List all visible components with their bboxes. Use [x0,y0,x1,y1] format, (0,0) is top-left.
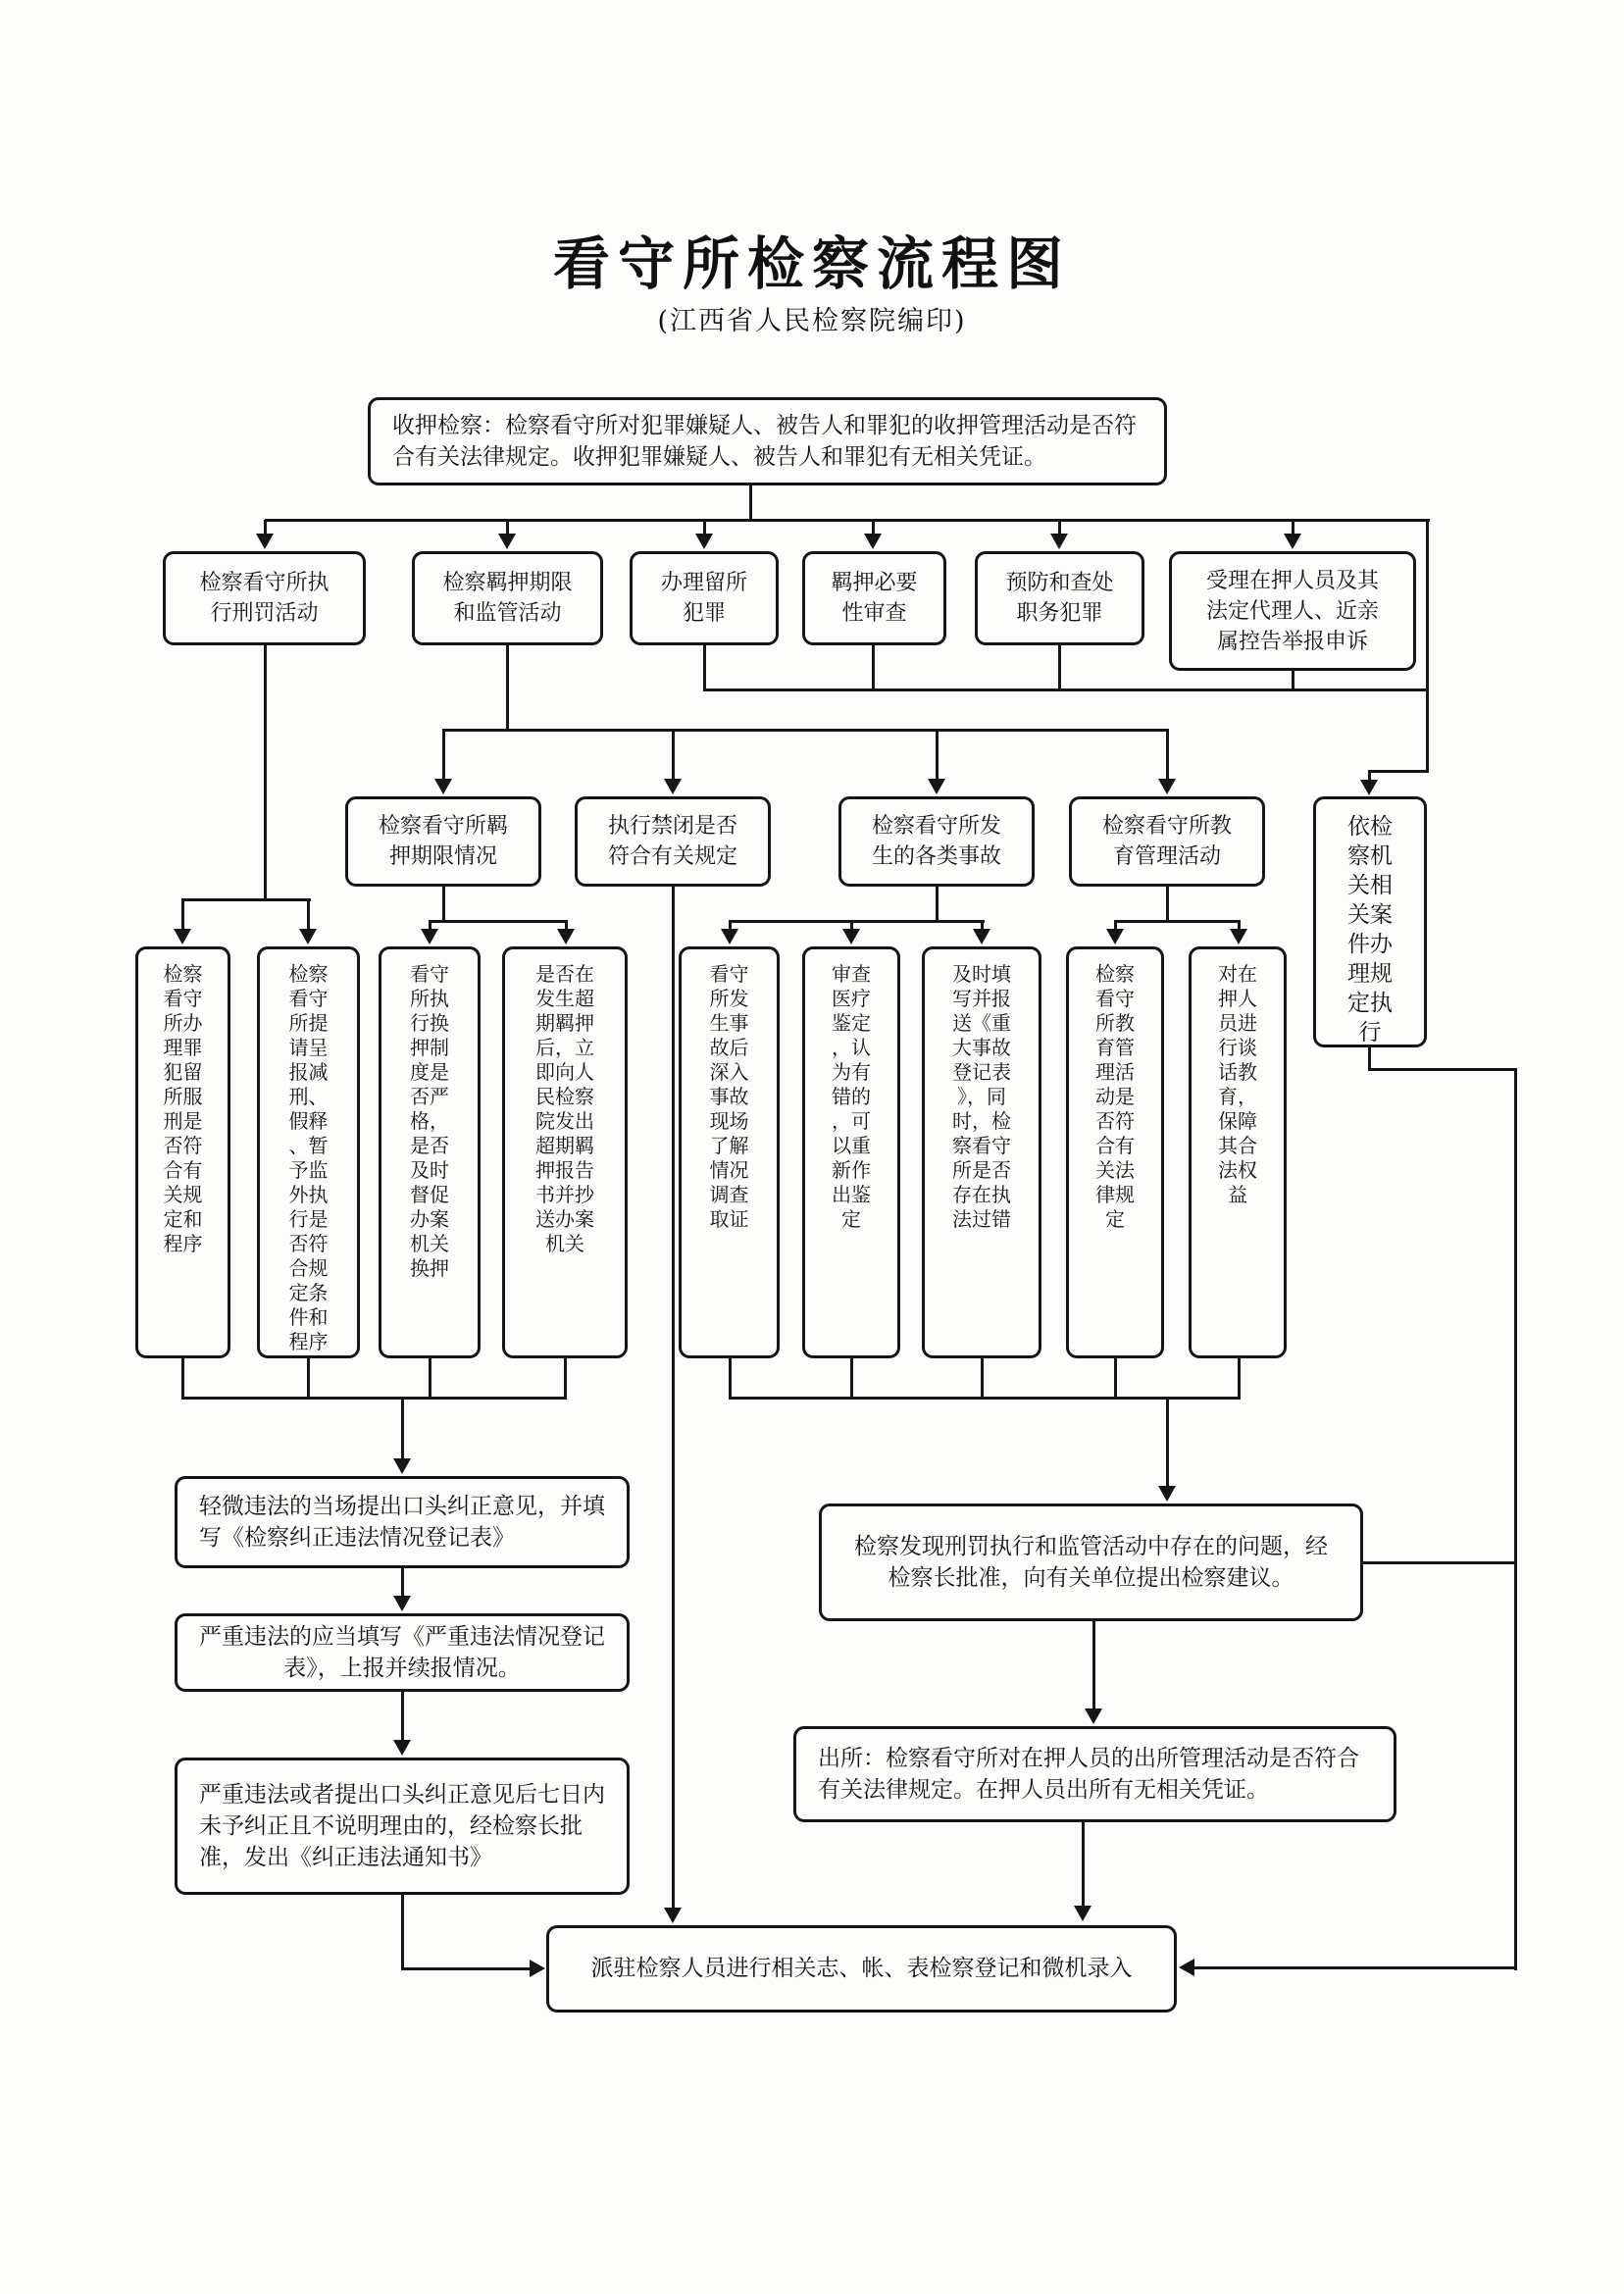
connector-line [429,1356,431,1400]
page-title: 看守所检察流程图 [552,230,1071,297]
arrowhead-icon [695,534,713,549]
connector-line [703,688,1429,691]
arrowhead-icon [1360,780,1378,795]
node-commutation-parole: 检察看守所提请呈报减刑、假释、暂予监外执行是否符合规定条件和程序 [257,946,360,1358]
connector-line [401,1397,404,1463]
node-per-case-handling-rules: 依检察机关相关案件办理规定执行 [1313,796,1427,1047]
connector-line [850,1356,853,1400]
node-accidents: 检察看守所发生的各类事故 [838,796,1035,887]
connector-line [729,920,985,923]
connector-line [1092,1621,1095,1711]
node-admission-inspection: 收押检察：检察看守所对犯罪嫌疑人、被告人和罪犯的收押管理活动是否符合有关法律规定。收押犯罪嫌疑人、被告人和罪犯有无相关凭证。 [368,397,1167,485]
arrowhead-icon [256,534,274,549]
connector-line [401,1692,404,1746]
connector-line [181,1397,567,1400]
connector-line [703,643,706,691]
connector-line [442,729,1169,732]
node-procuratorial-suggestion: 检察发现刑罚执行和监管活动中存在的问题，经检察长批准，向有关单位提出检察建议。 [819,1504,1363,1621]
node-stationed-prosecutor-registration: 派驻检察人员进行相关志、帐、表检察登记和微机录入 [546,1925,1177,2013]
connector-line [872,643,875,691]
connector-line [672,729,675,783]
arrowhead-icon [299,929,317,944]
connector-line [442,729,445,783]
connector-line [981,1356,984,1400]
connector-line [936,885,939,922]
arrowhead-icon [498,534,516,549]
arrowhead-icon [1284,534,1301,549]
arrowhead-icon [393,1596,411,1611]
connector-line [1114,920,1241,923]
connector-line [181,898,184,932]
node-complaints-appeals: 受理在押人员及其法定代理人、近亲属控告举报申诉 [1169,551,1416,671]
connector-line [506,643,509,732]
connector-line [729,1356,732,1400]
arrowhead-icon [1179,1959,1194,1976]
arrowhead-icon [174,929,191,944]
connector-line [1238,1356,1241,1400]
page-subtitle: (江西省人民检察院编印) [657,306,967,336]
arrowhead-icon [1106,929,1124,944]
arrowhead-icon [721,929,738,944]
connector-line [936,729,939,783]
connector-line [429,920,568,923]
node-release-inspection: 出所：检察看守所对在押人员的出所管理活动是否符合有关法律规定。在押人员出所有无相关凭证。 [793,1726,1396,1822]
arrowhead-icon [864,534,882,549]
connector-line [265,519,1430,522]
node-custody-transfer-system: 看守所执行换押制度是否严格，是否及时督促办案机关换押 [379,946,481,1358]
connector-line [401,1895,404,1970]
node-custody-term-supervision: 检察羁押期限和监管活动 [412,551,603,645]
arrowhead-icon [434,779,452,794]
connector-line [307,898,310,932]
node-detainee-talk-education: 对在押人员进行谈话教育，保障其合法权益 [1189,946,1287,1358]
connector-line [1368,1068,1517,1071]
connector-line [264,643,267,901]
connector-line [729,1397,1241,1400]
connector-line [1166,1397,1169,1491]
arrowhead-icon [1050,534,1068,549]
arrowhead-icon [1085,1708,1102,1724]
connector-line [1082,1822,1085,1911]
arrowhead-icon [1158,1486,1176,1502]
arrowhead-icon [928,779,945,794]
node-duty-crime-prevention: 预防和查处职务犯罪 [975,551,1144,645]
node-custody-term-status: 检察看守所羁押期限情况 [345,796,541,887]
node-education-management: 检察看守所教育管理活动 [1069,796,1265,887]
node-accident-scene-investigation: 看守所发生事故后深入事故现场了解情况调查取证 [679,946,780,1358]
arrowhead-icon [842,929,860,944]
connector-line [307,1356,310,1400]
arrowhead-icon [664,779,682,794]
connector-line [181,898,311,901]
node-major-accident-register: 及时填写并报送《重大事故登记表》，同时，检察看守所是否存在执法过错 [922,946,1041,1358]
arrowhead-icon [393,1740,411,1756]
arrowhead-icon [557,929,575,944]
node-confinement-compliance: 执行禁闭是否符合有关规定 [575,796,771,887]
node-medical-appraisal-review: 审查医疗鉴定，认为有错的，可以重新作出鉴定 [802,946,900,1358]
node-correction-notice: 严重违法或者提出口头纠正意见后七日内未予纠正且不说明理由的，经检察长批准，发出《纠正违法通知书》 [175,1758,630,1895]
connector-line [1166,729,1169,783]
node-minor-violation-oral-correction: 轻微违法的当场提出口头纠正意见，并填写《检察纠正违法情况登记表》 [175,1476,630,1568]
connector-line [1058,643,1061,691]
node-serious-violation-register: 严重违法的应当填写《严重违法情况登记表》，上报并续报情况。 [175,1613,630,1692]
connector-line [401,1967,538,1970]
node-penalty-execution: 检察看守所执行刑罚活动 [163,551,366,645]
connector-line [1514,1068,1517,1970]
connector-line [1368,770,1429,773]
arrowhead-icon [664,1908,682,1923]
connector-line [1361,1561,1516,1564]
arrowhead-icon [1158,779,1176,794]
connector-line [1166,885,1169,922]
connector-line [1191,1966,1517,1969]
connector-line [442,885,445,922]
node-custody-necessity-review: 羁押必要性审查 [802,551,946,645]
connector-line [564,1356,567,1400]
connector-line [1114,1356,1117,1400]
arrowhead-icon [393,1458,411,1474]
arrowhead-icon [530,1960,545,1977]
node-serve-sentence-in-house: 检察看守所办理罪犯留所服刑是否符合有关规定和程序 [135,946,230,1358]
arrowhead-icon [973,929,990,944]
arrowhead-icon [1230,929,1247,944]
connector-line [672,885,675,1911]
arrowhead-icon [1074,1906,1091,1921]
arrowhead-icon [421,929,438,944]
connector-line [1426,519,1429,773]
node-education-compliance: 检察看守所教育管理活动是否符合有关法律规定 [1066,946,1164,1358]
connector-line [749,484,752,521]
connector-line [181,1356,184,1400]
node-in-house-crime: 办理留所犯罪 [630,551,779,645]
node-overdue-custody-report: 是否在发生超期羁押后，立即向人民检察院发出超期羁押报告书并抄送办案机关 [502,946,628,1358]
